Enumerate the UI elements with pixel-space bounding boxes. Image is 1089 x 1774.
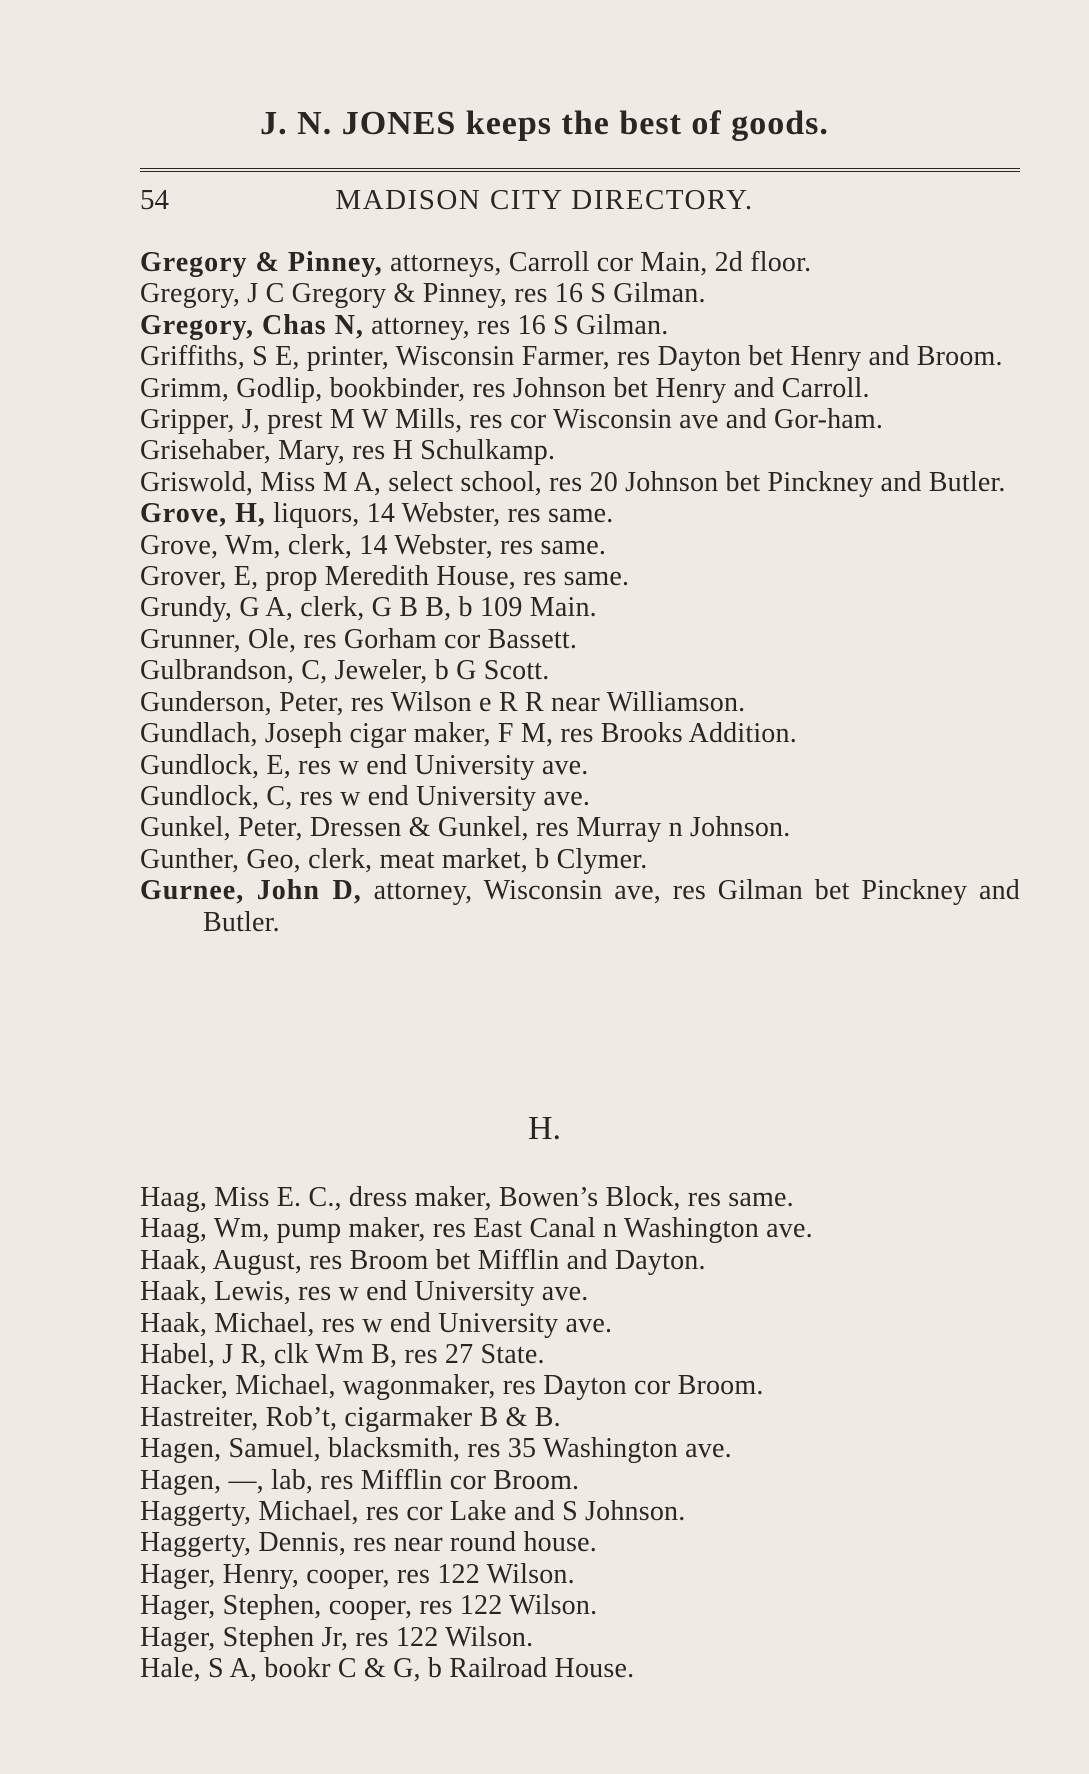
directory-entry: [140, 812, 1020, 843]
entry-name: Hacker, Michael,: [140, 1370, 336, 1402]
entry-name: Gregory, J C: [140, 278, 285, 310]
h-entries-list: [140, 1182, 1020, 1685]
entry-details: attorney, Wisconsin ave, res Gilman bet Pinckney and Butler.: [203, 875, 1021, 938]
entry-name: Gunderson, Peter,: [140, 686, 344, 718]
entry-details: cigarmaker B & B.: [337, 1401, 561, 1433]
entry-name: Gregory, Chas N,: [140, 309, 364, 341]
entry-name: Griswold, Miss M A,: [140, 466, 382, 498]
entry-name: Grisehaber, Mary,: [140, 435, 345, 467]
entry-details: res w end University ave.: [292, 780, 591, 812]
directory-entry: [140, 1465, 1020, 1496]
directory-entry: [140, 341, 1020, 372]
entry-name: Gundlock, E,: [140, 749, 291, 781]
entry-details: printer, Wisconsin Farmer, res Dayton bet Henry and Broom.: [299, 341, 1003, 373]
directory-entry: [140, 750, 1020, 781]
directory-entry: [140, 1433, 1020, 1464]
header-rule: [140, 168, 1020, 172]
entry-name: Haak, Michael,: [140, 1307, 315, 1339]
entry-name: Grover, E,: [140, 561, 259, 593]
entry-details: Dressen & Gunkel, res Murray n Johnson.: [302, 812, 791, 844]
entry-details: attorney, res 16 S Gilman.: [363, 309, 669, 341]
entry-name: Hager, Stephen,: [140, 1590, 322, 1622]
entry-name: Gunkel, Peter,: [140, 812, 303, 844]
g-entries-list: [140, 247, 1020, 938]
entry-name: Gregory & Pinney,: [140, 247, 383, 278]
entry-details: Jeweler, b G Scott.: [327, 655, 550, 687]
entry-details: cooper, res 122 Wilson.: [299, 1558, 575, 1590]
entry-details: res w end University ave.: [314, 1307, 613, 1339]
entry-details: clerk, meat market, b Clymer.: [300, 843, 648, 875]
directory-entry: [140, 718, 1020, 749]
directory-entry: [140, 875, 1020, 938]
entry-details: blacksmith, res 35 Washington ave.: [320, 1433, 732, 1465]
entry-details: select school, res 20 Johnson bet Pinckney and Butler.: [381, 466, 1006, 498]
entry-name: Grove, H,: [140, 498, 266, 530]
directory-entry: [140, 247, 1020, 278]
section-letter-h: H.: [527, 1110, 562, 1147]
entry-name: Gunther, Geo,: [140, 843, 301, 875]
directory-entry: [140, 1527, 1020, 1558]
directory-entry: [140, 498, 1020, 529]
directory-entry: [140, 1308, 1020, 1339]
directory-entry: [140, 1213, 1020, 1244]
page-number: 54: [140, 184, 169, 216]
entry-details: prest M W Mills, res cor Wisconsin ave and Gor-ham.: [260, 404, 884, 436]
directory-entry: [140, 1339, 1020, 1370]
entry-details: res Gorham cor Bassett.: [296, 623, 578, 655]
entry-name: Haag, Miss E. C.,: [140, 1182, 342, 1213]
entry-details: clerk, 14 Webster, res same.: [280, 529, 607, 561]
entry-details: res w end University ave.: [290, 1276, 589, 1308]
entry-details: lab, res Mifflin cor Broom.: [263, 1464, 580, 1496]
entry-name: Haak, Lewis,: [140, 1276, 291, 1308]
entry-details: prop Meredith House, res same.: [258, 561, 630, 593]
directory-entry: [140, 592, 1020, 623]
entry-details: bookbinder, res Johnson bet Henry and Carroll.: [322, 372, 870, 404]
directory-entry: [140, 435, 1020, 466]
directory-entry: [140, 404, 1020, 435]
entry-name: Gulbrandson, C,: [140, 655, 328, 687]
entry-name: Hagen, —,: [140, 1464, 264, 1496]
entry-name: Grimm, Godlip,: [140, 372, 323, 404]
entry-details: res Wilson e R R near Williamson.: [343, 686, 746, 718]
entry-details: Gregory & Pinney, res 16 S Gilman.: [284, 278, 706, 310]
entry-name: Haag, Wm,: [140, 1213, 270, 1245]
directory-entry: [140, 687, 1020, 718]
entry-details: res 122 Wilson.: [348, 1621, 534, 1653]
directory-entry: [140, 1496, 1020, 1527]
directory-entry: [140, 1559, 1020, 1590]
directory-entry: [140, 1182, 1020, 1213]
entry-details: res near round house.: [346, 1527, 597, 1559]
entry-name: Grundy, G A,: [140, 592, 294, 624]
entry-details: dress maker, Bowen’s Block, res same.: [341, 1182, 794, 1213]
entry-details: pump maker, res East Canal n Washington ave.: [269, 1213, 813, 1245]
running-title: MADISON CITY DIRECTORY.: [335, 184, 754, 216]
entry-name: Hale, S A,: [140, 1653, 258, 1685]
entry-details: res cor Lake and S Johnson.: [358, 1496, 686, 1528]
entry-name: Grove, Wm,: [140, 529, 281, 561]
directory-entry: [140, 310, 1020, 341]
directory-entry: [140, 278, 1020, 309]
entry-details: bookr C & G, b Railroad House.: [257, 1653, 635, 1685]
directory-entry: [140, 1622, 1020, 1653]
directory-entry: [140, 530, 1020, 561]
advertisement-header: J. N. JONES keeps the best of goods.: [260, 105, 829, 142]
entry-name: Haggerty, Dennis,: [140, 1527, 347, 1559]
entry-name: Gundlach, Joseph: [140, 718, 343, 750]
entry-details: clerk, G B B, b 109 Main.: [293, 592, 597, 624]
entry-name: Hager, Stephen Jr,: [140, 1621, 349, 1653]
entry-name: Hager, Henry,: [140, 1558, 300, 1590]
entry-name: Haak, August,: [140, 1244, 303, 1276]
entry-details: res w end University ave.: [290, 749, 589, 781]
directory-entry: [140, 1245, 1020, 1276]
entry-name: Grunner, Ole,: [140, 623, 297, 655]
entry-name: Gurnee, John D,: [140, 875, 362, 907]
directory-entry: [140, 624, 1020, 655]
directory-entry: [140, 467, 1020, 498]
directory-entry: [140, 1590, 1020, 1621]
directory-entry: [140, 844, 1020, 875]
entry-name: Gripper, J,: [140, 404, 261, 436]
directory-entry: [140, 781, 1020, 812]
directory-entry: [140, 655, 1020, 686]
directory-entry: [140, 1276, 1020, 1307]
entry-name: Hastreiter, Rob’t,: [140, 1401, 338, 1433]
entry-name: Haggerty, Michael,: [140, 1496, 359, 1528]
entry-details: liquors, 14 Webster, res same.: [265, 498, 614, 530]
directory-entry: [140, 373, 1020, 404]
entry-name: Habel, J R,: [140, 1339, 267, 1371]
entry-name: Griffiths, S E,: [140, 341, 300, 373]
entry-name: Hagen, Samuel,: [140, 1433, 321, 1465]
entry-details: res H Schulkamp.: [344, 435, 556, 467]
entry-details: res Broom bet Mifflin and Dayton.: [302, 1244, 706, 1276]
entry-name: Gundlock, C,: [140, 780, 293, 812]
entry-details: clk Wm B, res 27 State.: [266, 1339, 545, 1371]
entry-details: cooper, res 122 Wilson.: [321, 1590, 598, 1622]
entry-details: wagonmaker, res Dayton cor Broom.: [335, 1370, 764, 1402]
entry-details: attorneys, Carroll cor Main, 2d floor.: [382, 247, 812, 278]
directory-entry: [140, 561, 1020, 592]
directory-entry: [140, 1653, 1020, 1684]
directory-entry: [140, 1402, 1020, 1433]
entry-details: cigar maker, F M, res Brooks Addition.: [342, 718, 797, 750]
directory-entry: [140, 1370, 1020, 1401]
